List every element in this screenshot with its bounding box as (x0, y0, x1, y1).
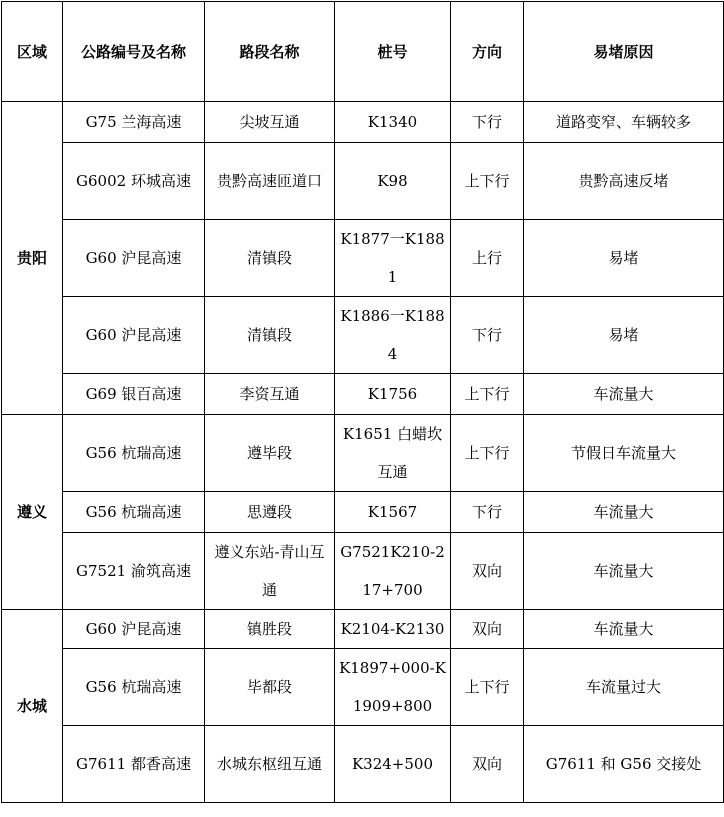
reason-cell: 车流量大 (524, 533, 724, 610)
stake-cell: K1897+000-K1909+800 (335, 649, 451, 726)
section-cell: 李资互通 (205, 374, 335, 415)
reason-cell: 道路变窄、车辆较多 (524, 102, 724, 143)
stake-cell: G7521K210-217+700 (335, 533, 451, 610)
road-cell: G56 杭瑞高速 (63, 415, 205, 492)
direction-cell: 上下行 (451, 143, 524, 220)
section-cell: 尖坡互通 (205, 102, 335, 143)
section-cell: 思遵段 (205, 492, 335, 533)
table-row (2, 102, 724, 143)
stake-cell: K1877一K1881 (335, 220, 451, 297)
stake-cell: K2104-K2130 (335, 610, 451, 649)
road-cell: G60 沪昆高速 (63, 610, 205, 649)
congestion-table (1, 1, 724, 803)
road-cell: G60 沪昆高速 (63, 297, 205, 374)
direction-cell: 下行 (451, 102, 524, 143)
region-cell: 遵义 (2, 415, 63, 610)
table-row (2, 297, 724, 374)
reason-cell: G7611 和 G56 交接处 (524, 726, 724, 803)
region-cell: 水城 (2, 610, 63, 803)
reason-cell: 车流量大 (524, 610, 724, 649)
section-cell: 毕都段 (205, 649, 335, 726)
reason-cell: 车流量过大 (524, 649, 724, 726)
road-cell: G6002 环城高速 (63, 143, 205, 220)
table-row (2, 533, 724, 610)
direction-cell: 上下行 (451, 649, 524, 726)
road-cell: G69 银百高速 (63, 374, 205, 415)
reason-cell: 车流量大 (524, 374, 724, 415)
reason-cell: 贵黔高速反堵 (524, 143, 724, 220)
header-direction: 方向 (451, 2, 524, 102)
section-cell: 贵黔高速匝道口 (205, 143, 335, 220)
road-cell: G56 杭瑞高速 (63, 492, 205, 533)
section-cell: 水城东枢纽互通 (205, 726, 335, 803)
reason-cell: 易堵 (524, 220, 724, 297)
table-row (2, 220, 724, 297)
direction-cell: 下行 (451, 297, 524, 374)
road-cell: G75 兰海高速 (63, 102, 205, 143)
table-row (2, 726, 724, 803)
direction-cell: 上下行 (451, 415, 524, 492)
table-row (2, 610, 724, 649)
road-cell: G56 杭瑞高速 (63, 649, 205, 726)
header-road: 公路编号及名称 (63, 2, 205, 102)
section-cell: 遵毕段 (205, 415, 335, 492)
header-reason: 易堵原因 (524, 2, 724, 102)
header-region: 区域 (2, 2, 63, 102)
header-stake: 桩号 (335, 2, 451, 102)
direction-cell: 上下行 (451, 374, 524, 415)
direction-cell: 双向 (451, 610, 524, 649)
section-cell: 镇胜段 (205, 610, 335, 649)
section-cell: 遵义东站-青山互通 (205, 533, 335, 610)
road-cell: G7611 都香高速 (63, 726, 205, 803)
table-row (2, 143, 724, 220)
stake-cell: K1651 白蜡坎互通 (335, 415, 451, 492)
direction-cell: 下行 (451, 492, 524, 533)
reason-cell: 节假日车流量大 (524, 415, 724, 492)
table-row (2, 415, 724, 492)
stake-cell: K324+500 (335, 726, 451, 803)
table-row (2, 649, 724, 726)
road-cell: G7521 渝筑高速 (63, 533, 205, 610)
direction-cell: 双向 (451, 533, 524, 610)
header-section: 路段名称 (205, 2, 335, 102)
reason-cell: 易堵 (524, 297, 724, 374)
section-cell: 清镇段 (205, 297, 335, 374)
stake-cell: K98 (335, 143, 451, 220)
section-cell: 清镇段 (205, 220, 335, 297)
table-row (2, 374, 724, 415)
stake-cell: K1340 (335, 102, 451, 143)
direction-cell: 上行 (451, 220, 524, 297)
stake-cell: K1567 (335, 492, 451, 533)
header-row (2, 2, 724, 102)
stake-cell: K1756 (335, 374, 451, 415)
reason-cell: 车流量大 (524, 492, 724, 533)
table-row (2, 492, 724, 533)
stake-cell: K1886一K1884 (335, 297, 451, 374)
road-cell: G60 沪昆高速 (63, 220, 205, 297)
direction-cell: 双向 (451, 726, 524, 803)
region-cell: 贵阳 (2, 102, 63, 415)
